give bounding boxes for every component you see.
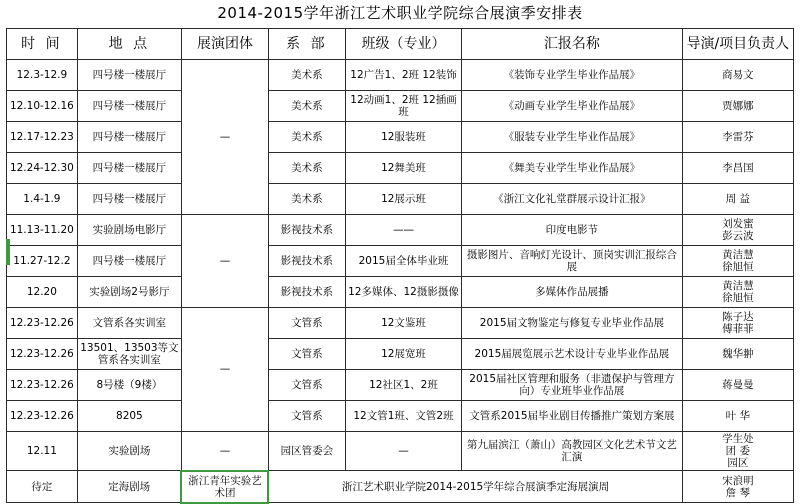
cell-place: 实验剧场2号影厅 xyxy=(77,277,181,308)
cell-time: 12.3-12.9 xyxy=(7,60,78,91)
cell-troupe: — xyxy=(181,308,268,432)
cell-troupe-highlighted: 浙江青年实验艺术团 xyxy=(181,471,268,503)
cell-class: 12广告1、2班 12装饰 xyxy=(345,60,461,91)
table-title-row xyxy=(7,2,794,29)
table-row xyxy=(7,432,794,471)
cell-report: 印度电影节 xyxy=(462,215,683,246)
cell-program-description: 浙江艺术职业学院2014-2015学年综合展演季定海展演周 xyxy=(268,471,682,503)
cell-department: 文管系 xyxy=(268,339,345,370)
table-header-row xyxy=(7,29,794,60)
cell-place: 四号楼一楼展厅 xyxy=(77,153,181,184)
cell-place: 8205 xyxy=(77,401,181,432)
cell-report: 《动画专业学生毕业作品展》 xyxy=(462,91,683,122)
table-row xyxy=(7,122,794,153)
cell-time: 12.11 xyxy=(7,432,78,471)
column-header-report-name: 汇报名称 xyxy=(462,29,683,60)
cell-department: 美术系 xyxy=(268,122,345,153)
cell-place: 文管系各实训室 xyxy=(77,308,181,339)
cell-lead: 刘发蜜 彭云波 xyxy=(682,215,793,246)
cell-class: 12舞美班 xyxy=(345,153,461,184)
cell-place: 8号楼（9楼） xyxy=(77,370,181,401)
cell-place: 实验剧场电影厅 xyxy=(77,215,181,246)
cell-lead: 黄洁慧 徐旭恒 xyxy=(682,246,793,277)
column-header-director: 导演/项目负责人 xyxy=(682,29,793,60)
cell-troupe: — xyxy=(181,60,268,215)
table-row xyxy=(7,60,794,91)
cell-place: 四号楼一楼展厅 xyxy=(77,246,181,277)
cell-report: 文管系2015届毕业剧目传播推广策划方案展 xyxy=(462,401,683,432)
cell-time: 12.10-12.16 xyxy=(7,91,78,122)
cell-place: 四号楼一楼展厅 xyxy=(77,184,181,215)
cell-troupe: — xyxy=(181,432,268,471)
cell-time: 1.4-1.9 xyxy=(7,184,78,215)
cell-lead: 李昌国 xyxy=(682,153,793,184)
cell-place: 定海剧场 xyxy=(77,471,181,503)
cell-time: 待定 xyxy=(7,471,78,503)
cell-lead: 李雷芬 xyxy=(682,122,793,153)
table-row xyxy=(7,184,794,215)
cell-department: 美术系 xyxy=(268,91,345,122)
table-row xyxy=(7,339,794,370)
cell-time: 12.17-12.23 xyxy=(7,122,78,153)
cell-time: 12.24-12.30 xyxy=(7,153,78,184)
cell-class: 12文管1班、文管2班 xyxy=(345,401,461,432)
column-header-department: 系 部 xyxy=(268,29,345,60)
cell-class: 12展宽班 xyxy=(345,339,461,370)
cell-report: 《服装专业学生毕业作品展》 xyxy=(462,122,683,153)
cell-place: 实验剧场 xyxy=(77,432,181,471)
column-header-troupe: 展演团体 xyxy=(181,29,268,60)
cell-department: 影视技术系 xyxy=(268,215,345,246)
table-row xyxy=(7,215,794,246)
cell-time: 12.23-12.26 xyxy=(7,308,78,339)
cell-department: 影视技术系 xyxy=(268,277,345,308)
cell-class: 12展示班 xyxy=(345,184,461,215)
cell-troupe: — xyxy=(181,215,268,308)
cell-lead: 蒋曼曼 xyxy=(682,370,793,401)
cell-department: 影视技术系 xyxy=(268,246,345,277)
cell-time: 11.27-12.2 xyxy=(7,246,78,277)
cell-department: 美术系 xyxy=(268,60,345,91)
cell-class: 12文鉴班 xyxy=(345,308,461,339)
cell-lead: 黄洁慧 徐旭恒 xyxy=(682,277,793,308)
cell-report: 《舞美专业学生毕业作品展》 xyxy=(462,153,683,184)
table-row xyxy=(7,91,794,122)
table-row xyxy=(7,246,794,277)
row-highlight-marker xyxy=(6,239,10,265)
cell-class: 2015届全体毕业班 xyxy=(345,246,461,277)
column-header-class: 班级（专业） xyxy=(345,29,461,60)
cell-lead: 宋浪明 詹 琴 xyxy=(682,471,793,503)
table-row xyxy=(7,401,794,432)
cell-department: 文管系 xyxy=(268,401,345,432)
cell-class: 12多媒体、12摄影摄像 xyxy=(345,277,461,308)
cell-report: 2015届展览展示艺术设计专业毕业作品展 xyxy=(462,339,683,370)
cell-lead: 学生处 团 委 园区 xyxy=(682,432,793,471)
table-row xyxy=(7,277,794,308)
cell-class: 12服装班 xyxy=(345,122,461,153)
cell-report: 《装饰专业学生毕业作品展》 xyxy=(462,60,683,91)
cell-time: 12.23-12.26 xyxy=(7,339,78,370)
cell-place: 四号楼一楼展厅 xyxy=(77,91,181,122)
cell-department: 园区管委会 xyxy=(268,432,345,471)
cell-report: 摄影图片、音响灯光设计、顶岗实训汇报综合展 xyxy=(462,246,683,277)
cell-lead: 贾娜娜 xyxy=(682,91,793,122)
cell-time: 12.23-12.26 xyxy=(7,370,78,401)
cell-class: 12动画1、2班 12插画班 xyxy=(345,91,461,122)
cell-report: 2015届社区管理和服务（非遗保护与管理方向）专业班毕业作品展 xyxy=(462,370,683,401)
cell-lead: 叶 华 xyxy=(682,401,793,432)
cell-lead: 魏华翀 xyxy=(682,339,793,370)
column-header-time: 时 间 xyxy=(7,29,78,60)
cell-department: 文管系 xyxy=(268,370,345,401)
cell-report: 第九届滨江（萧山）高教园区文化艺术节文艺汇演 xyxy=(462,432,683,471)
spreadsheet-sheet xyxy=(0,2,800,497)
cell-place: 四号楼一楼展厅 xyxy=(77,60,181,91)
cell-place: 四号楼一楼展厅 xyxy=(77,122,181,153)
column-header-place: 地 点 xyxy=(77,29,181,60)
cell-department: 美术系 xyxy=(268,184,345,215)
table-row xyxy=(7,370,794,401)
table-row xyxy=(7,471,794,503)
table-row xyxy=(7,153,794,184)
cell-class: —— xyxy=(345,215,461,246)
cell-class: — xyxy=(345,432,461,471)
page-title: 2014-2015学年浙江艺术职业学院综合展演季安排表 xyxy=(217,4,583,23)
schedule-table xyxy=(6,2,794,504)
cell-lead: 陈子达 傅菲菲 xyxy=(682,308,793,339)
table-row xyxy=(7,308,794,339)
cell-department: 文管系 xyxy=(268,308,345,339)
cell-report: 《浙江文化礼堂群展示设计汇报》 xyxy=(462,184,683,215)
cell-department: 美术系 xyxy=(268,153,345,184)
cell-class: 12社区1、2班 xyxy=(345,370,461,401)
cell-lead: 商易文 xyxy=(682,60,793,91)
cell-place: 13501、13503等文管系各实训室 xyxy=(77,339,181,370)
cell-time: 12.23-12.26 xyxy=(7,401,78,432)
cell-report: 2015届文物鉴定与修复专业毕业作品展 xyxy=(462,308,683,339)
cell-time: 11.13-11.20 xyxy=(7,215,78,246)
cell-lead: 周 益 xyxy=(682,184,793,215)
cell-report: 多媒体作品展播 xyxy=(462,277,683,308)
cell-time: 12.20 xyxy=(7,277,78,308)
